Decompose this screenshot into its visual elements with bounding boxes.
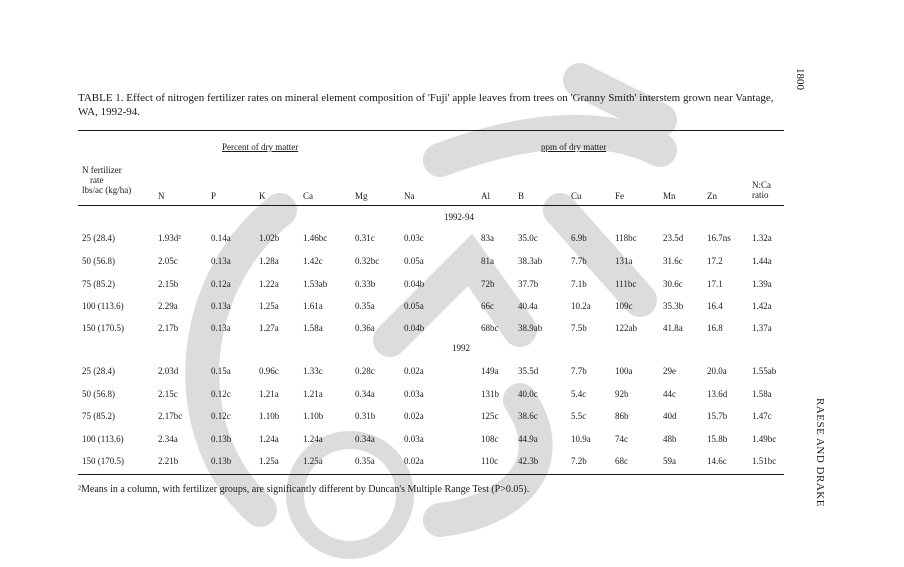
value-cell: 0.05a xyxy=(404,301,424,311)
value-cell: 100a xyxy=(615,366,633,376)
value-cell: 0.05a xyxy=(404,256,424,266)
value-cell: 0.03c xyxy=(404,233,424,243)
value-cell: 0.31b xyxy=(355,411,376,421)
value-cell: 2.21b xyxy=(158,456,179,466)
value-cell: 1.10b xyxy=(303,411,324,421)
value-cell: 7.7b xyxy=(571,256,587,266)
value-cell: 0.03a xyxy=(404,434,424,444)
value-cell: 1.58a xyxy=(303,323,323,333)
value-cell: 7.7b xyxy=(571,366,587,376)
value-cell: 1.58a xyxy=(752,389,772,399)
value-cell: 31.6c xyxy=(663,256,683,266)
rate-cell: 100 (113.6) xyxy=(82,301,124,311)
rate-cell: 25 (28.4) xyxy=(82,366,115,376)
value-cell: 0.32bc xyxy=(355,256,380,266)
value-cell: 125c xyxy=(481,411,499,421)
group-header-percent: Percent of dry matter xyxy=(222,142,299,152)
value-cell: 59a xyxy=(663,456,676,466)
value-cell: 2.03d xyxy=(158,366,179,376)
value-cell: 14.6c xyxy=(707,456,727,466)
column-header-ca: Ca xyxy=(303,191,313,201)
value-cell: 110c xyxy=(481,456,499,466)
value-cell: 92b xyxy=(615,389,629,399)
value-cell: 1.25a xyxy=(303,456,323,466)
value-cell: 44c xyxy=(663,389,676,399)
value-cell: 1.21a xyxy=(303,389,323,399)
section-label: 1992 xyxy=(452,343,470,353)
value-cell: 0.04b xyxy=(404,323,425,333)
value-cell: 0.03a xyxy=(404,389,424,399)
value-cell: 1.21a xyxy=(259,389,279,399)
page-number: 1800 xyxy=(794,68,806,90)
running-head: RAESE AND DRAKE xyxy=(814,398,826,507)
value-cell: 1.24a xyxy=(259,434,279,444)
column-header-zn: Zn xyxy=(707,191,717,201)
value-cell: 16.8 xyxy=(707,323,723,333)
value-cell: 38.6c xyxy=(518,411,538,421)
column-header-al: Al xyxy=(481,191,490,201)
value-cell: 1.61a xyxy=(303,301,323,311)
value-cell: 0.02a xyxy=(404,366,424,376)
value-cell: 111bc xyxy=(615,279,637,289)
value-cell: 16.4 xyxy=(707,301,723,311)
value-cell: 42.3b xyxy=(518,456,539,466)
value-cell: 0.96c xyxy=(259,366,279,376)
value-cell: 0.35a xyxy=(355,456,375,466)
value-cell: 5.4c xyxy=(571,389,587,399)
column-header-ratio: N:Ca ratio xyxy=(752,180,771,200)
value-cell: 122ab xyxy=(615,323,637,333)
value-cell: 15.7b xyxy=(707,411,728,421)
value-cell: 1.46bc xyxy=(303,233,328,243)
value-cell: 2.29a xyxy=(158,301,178,311)
value-cell: 68c xyxy=(615,456,628,466)
value-cell: 0.14a xyxy=(211,233,231,243)
value-cell: 7.1b xyxy=(571,279,587,289)
value-cell: 108c xyxy=(481,434,499,444)
value-cell: 2.34a xyxy=(158,434,178,444)
value-cell: 1.55ab xyxy=(752,366,777,376)
rate-cell: 75 (85.2) xyxy=(82,279,115,289)
value-cell: 0.13a xyxy=(211,301,231,311)
value-cell: 1.25a xyxy=(259,301,279,311)
value-cell: 68bc xyxy=(481,323,499,333)
value-cell: 1.93d² xyxy=(158,233,181,243)
value-cell: 0.04b xyxy=(404,279,425,289)
column-header-k: K xyxy=(259,191,266,201)
value-cell: 35.3b xyxy=(663,301,684,311)
value-cell: 2.15b xyxy=(158,279,179,289)
value-cell: 1.27a xyxy=(259,323,279,333)
value-cell: 7.5b xyxy=(571,323,587,333)
value-cell: 37.7b xyxy=(518,279,539,289)
value-cell: 0.15a xyxy=(211,366,231,376)
value-cell: 2.15c xyxy=(158,389,178,399)
value-cell: 0.12c xyxy=(211,411,231,421)
value-cell: 38.3ab xyxy=(518,256,543,266)
group-header-ppm: ppm of dry matter xyxy=(541,142,607,152)
column-header-p: P xyxy=(211,191,217,201)
value-cell: 0.02a xyxy=(404,456,424,466)
value-cell: 15.8b xyxy=(707,434,728,444)
value-cell: 81a xyxy=(481,256,494,266)
value-cell: 1.10b xyxy=(259,411,280,421)
value-cell: 1.42c xyxy=(303,256,323,266)
column-header-mn: Mn xyxy=(663,191,676,201)
value-cell: 0.35a xyxy=(355,301,375,311)
column-header-n: N xyxy=(158,191,165,201)
value-cell: 48b xyxy=(663,434,677,444)
rate-cell: 75 (85.2) xyxy=(82,411,115,421)
value-cell: 10.2a xyxy=(571,301,591,311)
value-cell: 74c xyxy=(615,434,628,444)
value-cell: 0.28c xyxy=(355,366,375,376)
value-cell: 0.12c xyxy=(211,389,231,399)
value-cell: 20.0a xyxy=(707,366,727,376)
value-cell: 66c xyxy=(481,301,494,311)
value-cell: 17.2 xyxy=(707,256,723,266)
value-cell: 72b xyxy=(481,279,495,289)
table-bottom-rule xyxy=(78,474,784,475)
value-cell: 0.13a xyxy=(211,323,231,333)
value-cell: 30.6c xyxy=(663,279,683,289)
value-cell: 118bc xyxy=(615,233,637,243)
value-cell: 109c xyxy=(615,301,633,311)
value-cell: 131a xyxy=(615,256,633,266)
value-cell: 1.37a xyxy=(752,323,772,333)
value-cell: 23.5d xyxy=(663,233,684,243)
value-cell: 0.31c xyxy=(355,233,375,243)
table-top-rule xyxy=(78,130,784,131)
value-cell: 1.39a xyxy=(752,279,772,289)
value-cell: 44.9a xyxy=(518,434,538,444)
value-cell: 0.33b xyxy=(355,279,376,289)
table-caption: TABLE 1. Effect of nitrogen fertilizer rates on mineral element composition of 'Fuji' apple leaves from trees on 'Granny Smith' interstem grown near Vantage, WA, 1992-94. xyxy=(78,92,774,118)
header-rule xyxy=(78,205,784,206)
rate-cell: 150 (170.5) xyxy=(82,456,124,466)
value-cell: 29e xyxy=(663,366,676,376)
value-cell: 35.0c xyxy=(518,233,538,243)
column-header-fe: Fe xyxy=(615,191,624,201)
value-cell: 0.13b xyxy=(211,456,232,466)
value-cell: 1.33c xyxy=(303,366,323,376)
section-label: 1992-94 xyxy=(444,212,474,222)
value-cell: 38.9ab xyxy=(518,323,543,333)
column-header-na: Na xyxy=(404,191,415,201)
value-cell: 2.05c xyxy=(158,256,178,266)
value-cell: 2.17bc xyxy=(158,411,183,421)
column-header-cu: Cu xyxy=(571,191,582,201)
rate-cell: 25 (28.4) xyxy=(82,233,115,243)
value-cell: 1.02b xyxy=(259,233,280,243)
value-cell: 40.0c xyxy=(518,389,538,399)
value-cell: 149a xyxy=(481,366,499,376)
column-header-b: B xyxy=(518,191,525,201)
value-cell: 1.24a xyxy=(303,434,323,444)
value-cell: 0.12a xyxy=(211,279,231,289)
value-cell: 0.13b xyxy=(211,434,232,444)
value-cell: 41.8a xyxy=(663,323,683,333)
value-cell: 0.13a xyxy=(211,256,231,266)
value-cell: 16.7ns xyxy=(707,233,731,243)
value-cell: 86b xyxy=(615,411,629,421)
value-cell: 1.42a xyxy=(752,301,772,311)
value-cell: 2.17b xyxy=(158,323,179,333)
value-cell: 1.32a xyxy=(752,233,772,243)
value-cell: 1.25a xyxy=(259,456,279,466)
value-cell: 131b xyxy=(481,389,499,399)
value-cell: 5.5c xyxy=(571,411,587,421)
value-cell: 7.2b xyxy=(571,456,587,466)
rate-cell: 150 (170.5) xyxy=(82,323,124,333)
value-cell: 40d xyxy=(663,411,677,421)
value-cell: 0.02a xyxy=(404,411,424,421)
rate-cell: 100 (113.6) xyxy=(82,434,124,444)
value-cell: 1.44a xyxy=(752,256,772,266)
value-cell: 6.9b xyxy=(571,233,587,243)
value-cell: 35.5d xyxy=(518,366,539,376)
value-cell: 0.36a xyxy=(355,323,375,333)
value-cell: 1.51bc xyxy=(752,456,777,466)
value-cell: 1.47c xyxy=(752,411,772,421)
value-cell: 13.6d xyxy=(707,389,728,399)
row-header: N fertilizer rate lbs/ac (kg/ha) xyxy=(82,165,132,195)
rate-cell: 50 (56.8) xyxy=(82,389,115,399)
value-cell: 83a xyxy=(481,233,494,243)
value-cell: 0.34a xyxy=(355,389,375,399)
value-cell: 0.34a xyxy=(355,434,375,444)
value-cell: 1.53ab xyxy=(303,279,328,289)
table-footnote: ²Means in a column, with fertilizer groups, are significantly different by Duncan's Multiple Range Test (P>0.05). xyxy=(78,484,530,495)
column-header-mg: Mg xyxy=(355,191,368,201)
value-cell: 10.9a xyxy=(571,434,591,444)
value-cell: 17.1 xyxy=(707,279,723,289)
rate-cell: 50 (56.8) xyxy=(82,256,115,266)
value-cell: 1.49bc xyxy=(752,434,777,444)
value-cell: 1.22a xyxy=(259,279,279,289)
value-cell: 40.4a xyxy=(518,301,538,311)
value-cell: 1.28a xyxy=(259,256,279,266)
